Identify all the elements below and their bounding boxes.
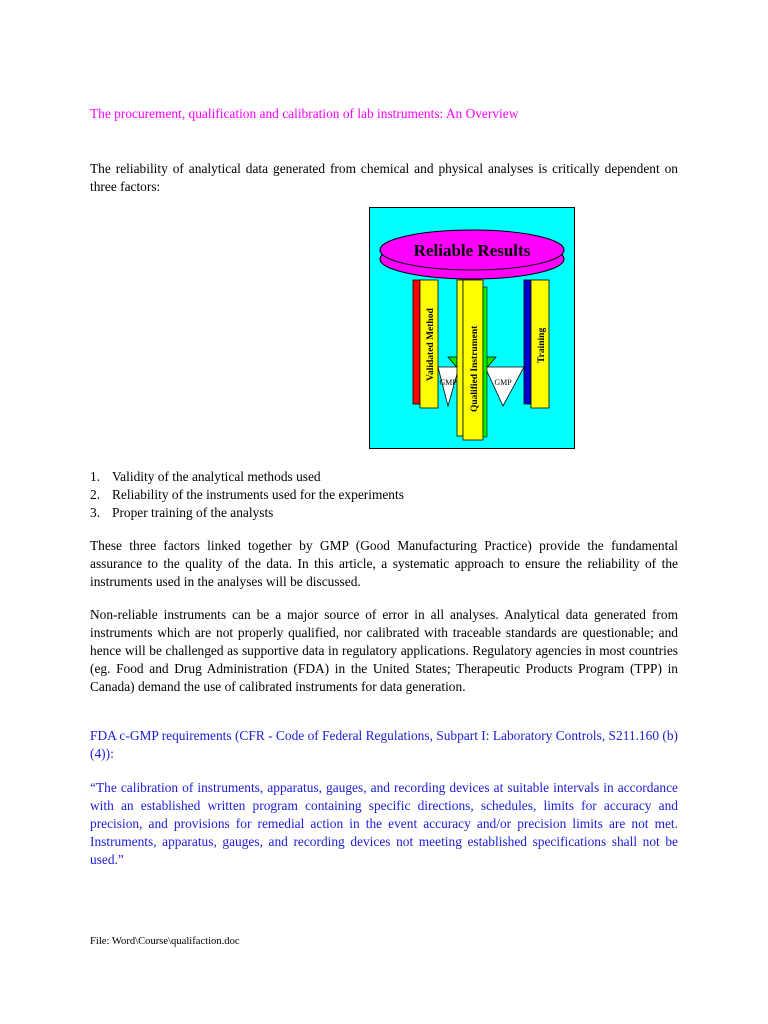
list-item-text: Proper training of the analysts	[112, 505, 274, 520]
list-item-text: Validity of the analytical methods used	[112, 469, 321, 484]
tabletop-label: Reliable Results	[413, 241, 531, 260]
list-item	[90, 468, 404, 486]
leg-right-blue-side	[524, 280, 531, 404]
fda-quote: “The calibration of instruments, apparatus, gauges, and recording devices at suitable intervals in accordance with an established written program containing specific directions, schedules, limits for accuracy and precision, and provisions for remedial action in the event accuracy and/or precision limits are not met. Instruments, apparatus, gauges, and recording devices not meeting established specifications shall not be used.”	[90, 780, 678, 867]
non-reliable-paragraph: Non-reliable instruments can be a major source of error in all analyses. Analytical data generated from instruments which are not properly qualified, nor calibrated with traceable standards are questionable; and hence will be challenged as supportive data in regulatory applications. Regulatory agencies in most countries (eg. Food and Drug Administration (FDA) in the United States; Therapeutic Products Program (TPP) in Canada) demand the use of calibrated instruments for data generation.	[90, 607, 678, 694]
list-item	[90, 504, 404, 522]
leg-center-side	[457, 280, 463, 436]
factors-list	[90, 468, 404, 522]
intro-paragraph: The reliability of analytical data generated from chemical and physical analyses is critically dependent on three factors:	[90, 161, 678, 194]
leg-left-label: Validated Method	[426, 308, 436, 381]
reliable-results-diagram	[369, 207, 575, 449]
list-item-text: Reliability of the instruments used for the experiments	[112, 487, 404, 502]
list-item	[90, 486, 404, 504]
gmp-left-label: GMP	[439, 378, 457, 387]
leg-right-label: Training	[537, 327, 547, 363]
fda-heading: FDA c-GMP requirements (CFR - Code of Federal Regulations, Subpart I: Laboratory Controls, S211.160 (b)(4)):	[90, 728, 678, 761]
leg-left-red-side	[413, 280, 420, 404]
table-diagram-svg	[369, 207, 575, 449]
list-item-number: 3.	[90, 505, 101, 520]
list-item-number: 2.	[90, 487, 101, 502]
gmp-paragraph: These three factors linked together by GMP (Good Manufacturing Practice) provide the fundamental assurance to the quality of the data. In this article, a systematic approach to ensure the reliability of the instruments used in the analyses will be discussed.	[90, 538, 678, 589]
leg-center-label: Qualified Instrument	[470, 325, 480, 412]
file-footer: File: Word\Course\qualifaction.doc	[90, 936, 240, 947]
list-item-number: 1.	[90, 469, 101, 484]
page-title: The procurement, qualification and calibration of lab instruments: An Overview	[90, 106, 519, 121]
leg-center-accent	[483, 287, 487, 437]
gmp-right-label: GMP	[494, 378, 512, 387]
